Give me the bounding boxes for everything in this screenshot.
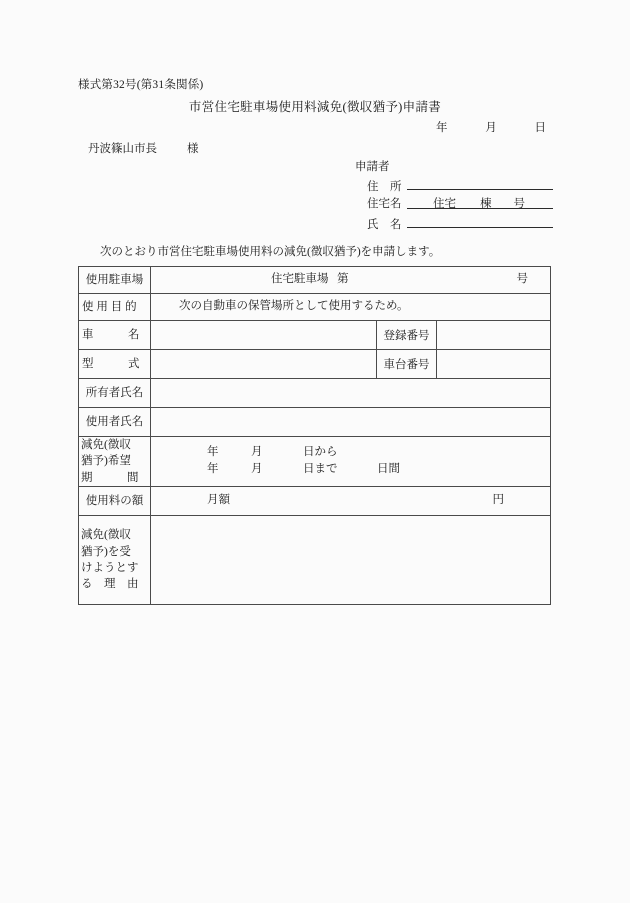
chassis-number-label: 車台番号 (377, 350, 437, 379)
registration-number-label: 登録番号 (377, 321, 437, 350)
period-duration: 日間 (377, 463, 400, 476)
period-to-line (151, 461, 550, 479)
table-row-parking (79, 267, 551, 294)
period-label-line3: 期 間 (81, 471, 139, 484)
fee-value-cell[interactable] (151, 486, 551, 515)
applicant-house-label: 住宅名 (367, 198, 402, 210)
applicant-heading: 申請者 (355, 161, 390, 173)
house-unit-block-label: 棟 (480, 198, 492, 210)
application-table (78, 266, 551, 605)
applicant-house-field[interactable] (407, 195, 553, 209)
submission-date-line (436, 119, 546, 135)
period-from-year: 年 (207, 445, 219, 458)
car-name-label: 車 名 (79, 321, 151, 350)
table-row-period (79, 437, 551, 487)
applicant-address-field[interactable] (407, 176, 553, 190)
table-row-purpose (79, 294, 551, 321)
addressee-line (88, 140, 199, 156)
parking-label: 使用駐車場 (79, 267, 151, 294)
applicant-name-row (367, 214, 553, 232)
addressee-name: 丹波篠山市長 (88, 143, 157, 155)
parking-value-dai: 第 (337, 273, 349, 286)
table-row-fee (79, 486, 551, 515)
reason-label-line3: けようとす (81, 561, 139, 574)
intro-sentence: 次のとおり市営住宅駐車場使用料の減免(徴収猶予)を申請します。 (100, 246, 441, 258)
model-label: 型 式 (79, 350, 151, 379)
reason-label (79, 515, 151, 604)
house-unit-building-label: 住宅 (433, 198, 456, 210)
table-row-owner (79, 379, 551, 408)
model-value[interactable] (151, 350, 377, 379)
document-title: 市営住宅駐車場使用料減免(徴収猶予)申請書 (188, 100, 442, 114)
reason-label-line4: る 理 由 (81, 578, 139, 591)
table-row-model (79, 350, 551, 379)
applicant-address-label: 住 所 (367, 181, 402, 193)
table-row-user (79, 408, 551, 437)
date-day-label: 日 (534, 122, 546, 134)
period-from-month: 月 (251, 445, 263, 458)
form-code: 様式第32号(第31条関係) (78, 79, 204, 91)
period-value-cell[interactable] (151, 437, 551, 487)
owner-label: 所有者氏名 (79, 379, 151, 408)
addressee-honorific: 様 (187, 143, 199, 155)
reason-value[interactable] (151, 515, 551, 604)
reason-label-line2: 猶予)を受 (81, 545, 131, 558)
fee-currency-label: 円 (492, 494, 504, 507)
applicant-address-row (367, 176, 553, 194)
purpose-label: 使 用 目 的 (79, 294, 151, 321)
table-row-reason (79, 515, 551, 604)
chassis-number-value[interactable] (437, 350, 551, 379)
date-month-label: 月 (485, 122, 497, 134)
fee-label: 使用料の額 (79, 486, 151, 515)
purpose-value-cell (151, 294, 551, 321)
user-label: 使用者氏名 (79, 408, 151, 437)
parking-value-prefix: 住宅駐車場 (271, 273, 329, 286)
applicant-name-label: 氏 名 (367, 219, 402, 231)
period-label (79, 437, 151, 487)
parking-value-cell[interactable] (151, 267, 551, 294)
car-name-value[interactable] (151, 321, 377, 350)
owner-value[interactable] (151, 379, 551, 408)
applicant-name-field[interactable] (407, 214, 553, 228)
period-to-year: 年 (207, 463, 219, 476)
parking-value-suffix: 号 (516, 273, 528, 286)
period-from-day: 日から (303, 445, 338, 458)
house-unit-number-label: 号 (513, 198, 525, 210)
period-label-line1: 減免(徴収 (81, 439, 131, 451)
user-value[interactable] (151, 408, 551, 437)
table-row-car-name (79, 321, 551, 350)
date-year-label: 年 (436, 122, 448, 134)
registration-number-value[interactable] (437, 321, 551, 350)
fee-monthly-label: 月額 (207, 494, 230, 507)
period-label-line2: 猶予)希望 (81, 455, 131, 468)
period-from-line (151, 444, 550, 462)
period-to-month: 月 (251, 463, 263, 476)
applicant-house-row (367, 195, 553, 211)
purpose-value: 次の自動車の保管場所として使用するため。 (179, 300, 409, 313)
reason-label-line1: 減免(徴収 (81, 529, 131, 542)
period-to-day: 日まで (303, 463, 338, 476)
